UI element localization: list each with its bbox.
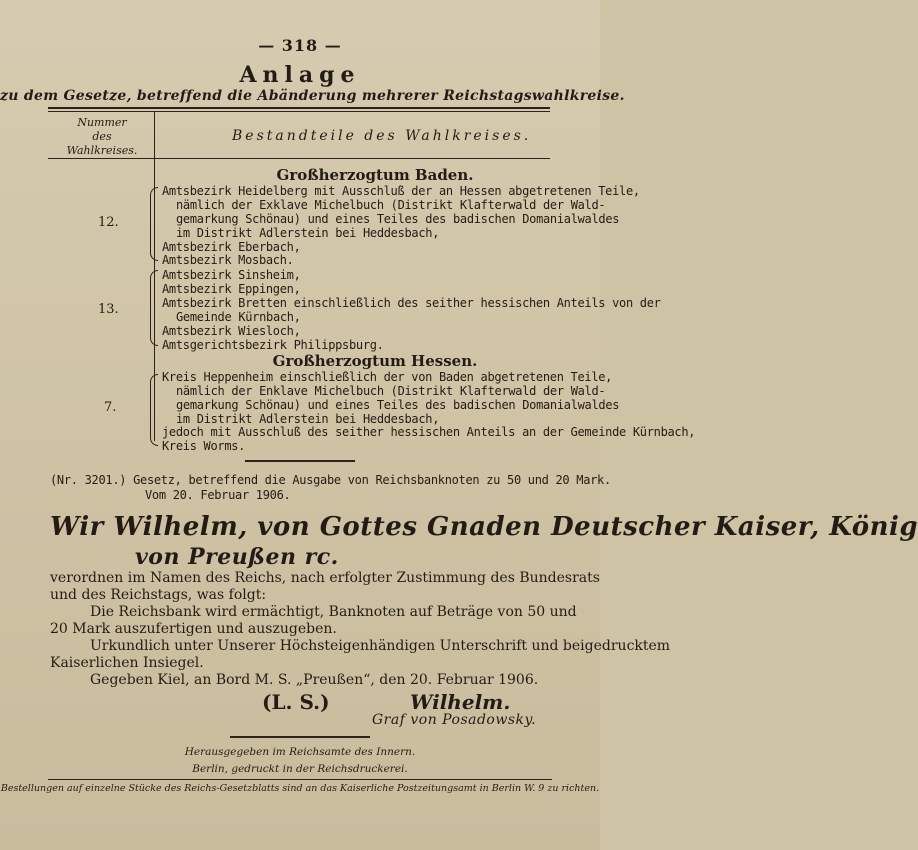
brace xyxy=(150,270,158,346)
district-line: Amtsbezirk Heidelberg mit Ausschluß der an Hessen abgetretenen Teile, xyxy=(162,184,640,198)
district-line: Amtsbezirk Mosbach. xyxy=(162,253,294,267)
law-text-line: verordnen im Namen des Reichs, nach erfolgter Zustimmung des Bundesrats xyxy=(50,570,600,586)
law-text-line: 20 Mark auszufertigen und auszugeben. xyxy=(50,621,337,637)
law-date: Vom 20. Februar 1906. xyxy=(145,488,291,502)
district-line: gemarkung Schönau) und eines Teiles des badischen Domanialwaldes xyxy=(176,398,620,412)
district-number: 12. xyxy=(98,215,119,230)
law-text-line: Urkundlich unter Unserer Höchsteigenhändigen Unterschrift und beigedrucktem xyxy=(90,638,671,654)
district-line: jedoch mit Ausschluß des seither hessischen Anteils an der Gemeinde Kürnbach, xyxy=(162,425,696,439)
table-header-rule xyxy=(48,158,550,159)
district-line: Amtsbezirk Wiesloch, xyxy=(162,324,301,338)
preamble-line: Wir Wilhelm, von Gottes Gnaden Deutscher Kaiser, König xyxy=(50,512,918,542)
law-text-line: Gegeben Kiel, an Bord M. S. „Preußen“, den 20. Februar 1906. xyxy=(90,672,539,688)
page-number: — 318 — xyxy=(258,36,342,55)
countersignature: Graf von Posadowsky. xyxy=(372,712,537,728)
annex-subtitle: zu dem Gesetze, betreffend die Abänderung mehrerer Reichstagswahlkreise. xyxy=(0,88,625,104)
footer-ordering-note: Bestellungen auf einzelne Stücke des Reichs-Gesetzblatts sind an das Kaiserliche Postzeitungsamt in Berlin W. 9 zu richten. xyxy=(0,783,600,794)
column-header-components: Bestandteile des Wahlkreises. xyxy=(232,128,532,144)
district-line: Amtsgerichtsbezirk Philippsburg. xyxy=(162,338,384,352)
district-number: 7. xyxy=(104,400,117,415)
brace xyxy=(150,374,158,446)
district-line: Kreis Heppenheim einschließlich der von Baden abgetretenen Teile, xyxy=(162,370,613,384)
district-line: Amtsbezirk Eberbach, xyxy=(162,240,301,254)
district-line: Amtsbezirk Bretten einschließlich des seither hessischen Anteils von der xyxy=(162,296,661,310)
section-divider xyxy=(245,460,355,462)
column-header-number-line: des xyxy=(92,130,112,143)
state-heading-hessen: Großherzogtum Hessen. xyxy=(272,352,478,370)
district-line: nämlich der Exklave Michelbuch (Distrikt Klafterwald der Wald- xyxy=(176,198,606,212)
district-number: 13. xyxy=(98,302,119,317)
table-top-rule xyxy=(48,107,550,109)
district-line: Gemeinde Kürnbach, xyxy=(176,310,301,324)
district-line: Amtsbezirk Sinsheim, xyxy=(162,268,301,282)
law-text-line: Die Reichsbank wird ermächtigt, Banknoten auf Beträge von 50 und xyxy=(90,604,577,620)
signature-name: Wilhelm. xyxy=(410,690,511,714)
table-top-rule-thin xyxy=(48,111,550,112)
seal-mark: (L. S.) xyxy=(262,690,330,714)
district-line: Amtsbezirk Eppingen, xyxy=(162,282,301,296)
footer-publisher: Herausgegeben im Reichsamte des Innern. xyxy=(184,746,416,758)
annex-title: Anlage xyxy=(239,62,361,88)
footer-rule xyxy=(48,779,552,780)
preamble-line: von Preußen rc. xyxy=(135,544,339,570)
column-header-number xyxy=(60,116,144,158)
district-line: nämlich der Enklave Michelbuch (Distrikt Klafterwald der Wald- xyxy=(176,384,606,398)
column-header-number-line: Nummer xyxy=(77,116,127,129)
state-heading-baden: Großherzogtum Baden. xyxy=(276,166,474,184)
footer-divider xyxy=(230,736,370,738)
law-heading: (Nr. 3201.) Gesetz, betreffend die Ausgabe von Reichsbanknoten zu 50 und 20 Mark. xyxy=(50,473,611,487)
law-text-line: und des Reichstags, was folgt: xyxy=(50,587,267,603)
footer-printer: Berlin, gedruckt in der Reichsdruckerei. xyxy=(192,763,408,775)
district-line: im Distrikt Adlerstein bei Heddesbach, xyxy=(176,412,440,426)
district-line: im Distrikt Adlerstein bei Heddesbach, xyxy=(176,226,440,240)
law-text-line: Kaiserlichen Insiegel. xyxy=(50,655,204,671)
district-line: Kreis Worms. xyxy=(162,439,246,453)
brace xyxy=(150,187,158,261)
district-line: gemarkung Schönau) und eines Teiles des badischen Domanialwaldes xyxy=(176,212,620,226)
column-header-number-line: Wahlkreises. xyxy=(66,144,138,157)
